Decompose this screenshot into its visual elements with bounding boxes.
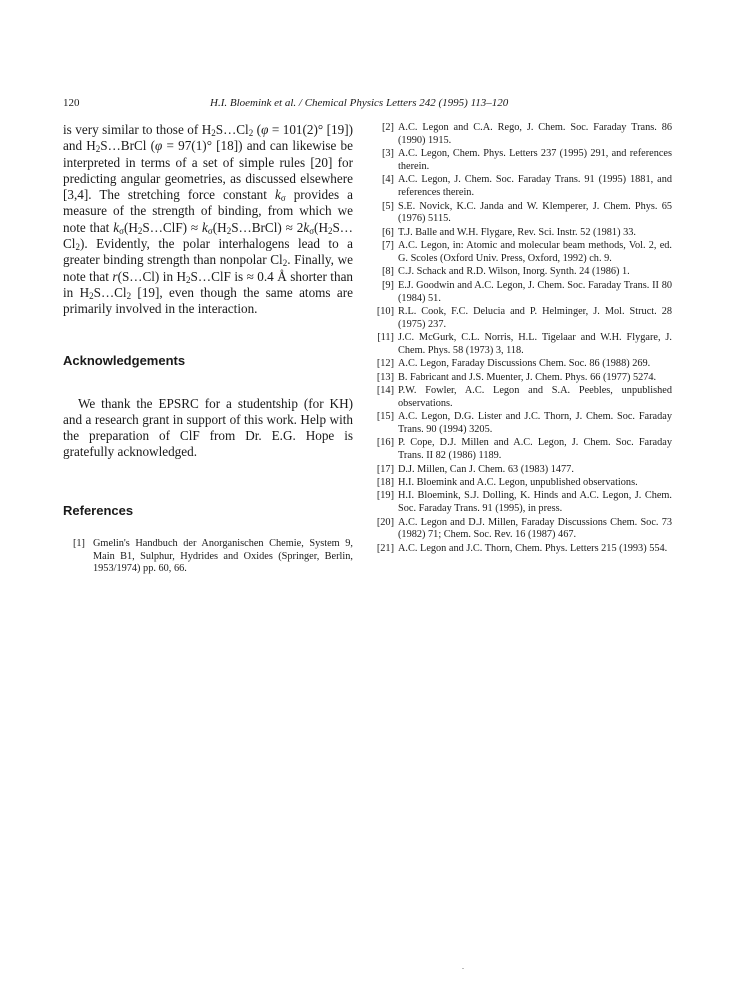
reference-item: [7] A.C. Legon, in: Atomic and molecular beam methods, Vol. 2, ed. G. Scoles (Oxford Univ. Press, Oxford, 1992) ch. 9. [381, 240, 672, 264]
reference-item: [9] E.J. Goodwin and A.C. Legon, J. Chem. Soc. Faraday Trans. II 80 (1984) 51. [381, 279, 672, 304]
reference-item: [4] A.C. Legon, J. Chem. Soc. Faraday Trans. 91 (1995) 1881, and references therein. [381, 174, 672, 199]
right-column [372, 122, 672, 556]
references-heading: References [63, 502, 134, 518]
references-list-left [63, 538, 353, 576]
reference-item: [21] A.C. Legon and J.C. Thorn, Chem. Phys. Letters 215 (1993) 554. [376, 542, 668, 554]
reference-item: [12] A.C. Legon, Faraday Discussions Chem. Soc. 86 (1988) 269. [376, 358, 651, 370]
reference-item: [6] T.J. Balle and W.H. Flygare, Rev. Sci. Instr. 52 (1981) 33. [381, 226, 636, 238]
reference-item: [14] P.W. Fowler, A.C. Legon and S.A. Peebles, unpublished observations. [376, 385, 672, 409]
reference-item: [1] Gmelin's Handbuch der Anorganischen Chemie, System 9, Main B1, Sulphur, Hydrides and Oxides (Springer, Berlin, 1953/1974) pp. 60, 66. [72, 537, 353, 575]
reference-item: [2] A.C. Legon and C.A. Rego, J. Chem. Soc. Faraday Trans. 86 (1990) 1915. [381, 122, 672, 146]
reference-item: [17] D.J. Millen, Can J. Chem. 63 (1983) 1477. [376, 463, 574, 475]
acknowledgements-heading: Acknowledgements [63, 352, 186, 368]
running-head: H.I. Bloemink et al. / Chemical Physics Letters 242 (1995) 113–120 [210, 97, 509, 109]
reference-item: [5] S.E. Novick, K.C. Janda and W. Klemperer, J. Chem. Phys. 65 (1976) 5115. [381, 200, 672, 225]
references-list-right [372, 122, 672, 556]
reference-item: [16] P. Cope, D.J. Millen and A.C. Legon, J. Chem. Soc. Faraday Trans. II 82 (1986) 1189. [376, 437, 672, 462]
page-number: 120 [63, 97, 80, 109]
reference-item: [8] C.J. Schack and R.D. Wilson, Inorg. Synth. 24 (1986) 1. [381, 266, 630, 278]
reference-item: [15] A.C. Legon, D.G. Lister and J.C. Thorn, J. Chem. Soc. Faraday Trans. 90 (1994) 3205. [376, 411, 672, 436]
body-paragraph: is very similar to those of $H_2S\dots Cl_2$ (φ = 101(2)° [19]) and $H_2S\dots BrCl$ (φ = 97(1)° [18]) and can likewise be interpreted in terms of a set of simple rules [20] for predicting angular geometries, as discussed elsewhere [3,4]. The stretching force constant $k_\sigma$ provides a measure of the strength of binding, from which we note that $k_\sigma(H_2S\dots ClF)$ ≈ $k_\sigma(H_2S\dots BrCl)$ ≈ $2k_\sigma(H_2S\dots Cl_2)$. Evidently, the polar interhalogens lead to a greater binding strength than nonpolar $Cl_2$. Finally, we note that r(S…Cl) in $H_2S\dots ClF$ is ≈ 0.4 Å shorter than in $H_2S\dots Cl_2$ [19], even though the same atoms are primarily involved in the interaction. [63, 122, 354, 317]
reference-item: [13] B. Fabricant and J.S. Muenter, J. Chem. Phys. 66 (1977) 5274. [376, 371, 657, 383]
reference-item: [10] R.L. Cook, F.C. Delucia and P. Helminger, J. Mol. Struct. 28 (1975) 237. [376, 305, 672, 330]
reference-item: [19] H.I. Bloemink, S.J. Dolling, K. Hinds and A.C. Legon, J. Chem. Soc. Faraday Trans. 91 (1995), in press. [376, 490, 672, 515]
scan-speck [462, 968, 464, 969]
reference-item: [18] H.I. Bloemink and A.C. Legon, unpublished observations. [376, 477, 638, 489]
reference-item: [11] J.C. McGurk, C.L. Norris, H.L. Tigelaar and W.H. Flygare, J. Chem. Phys. 58 (1973) 3, 118. [377, 332, 672, 356]
reference-item: [3] A.C. Legon, Chem. Phys. Letters 237 (1995) 291, and references therein. [381, 148, 672, 172]
acknowledgements-text: We thank the EPSRC for a studentship (for KH) and a research grant in support of this work. Help with the preparation of ClF from Dr. E.G. Hope is gratefully acknowledged. [63, 395, 353, 460]
reference-item: [20] A.C. Legon and D.J. Millen, Faraday Discussions Chem. Soc. 73 (1982) 71; Chem. Soc. Rev. 16 (1987) 467. [376, 516, 672, 541]
left-column [63, 122, 353, 577]
